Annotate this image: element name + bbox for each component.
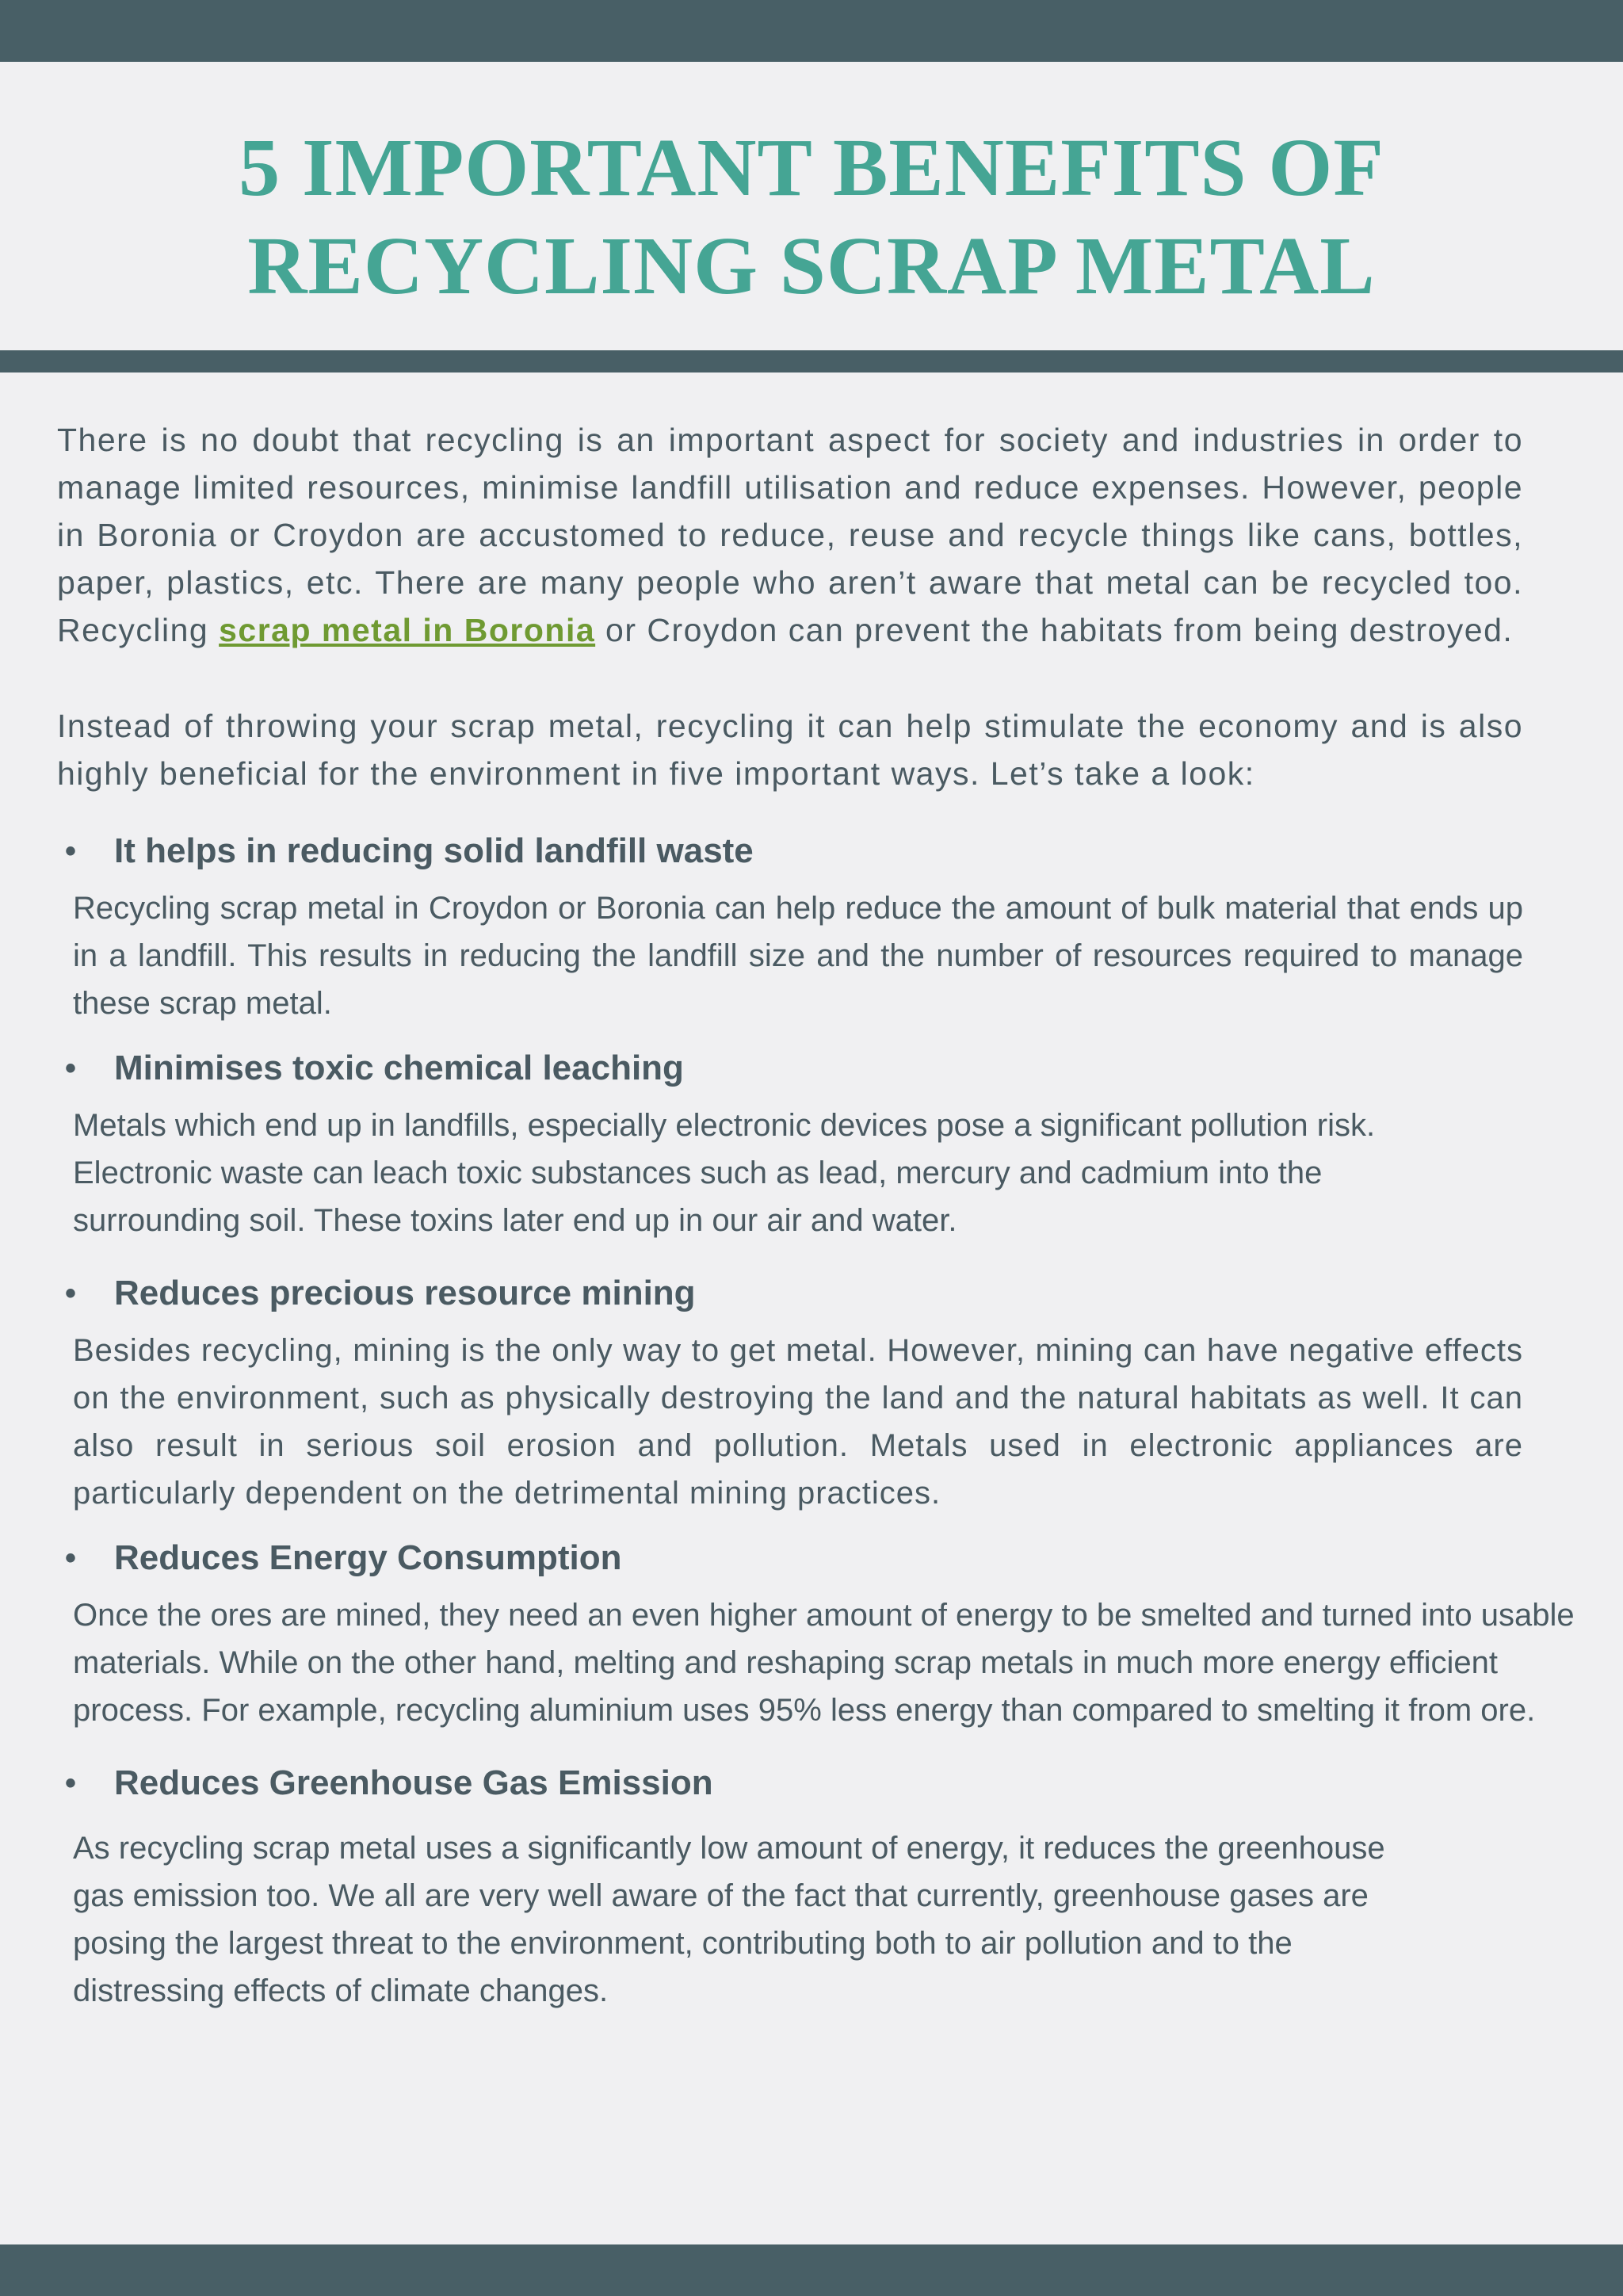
title-divider-bar (0, 350, 1623, 372)
benefit-heading-text: Reduces precious resource mining (114, 1274, 696, 1312)
page-title (0, 119, 1623, 315)
benefit-text-4: Once the ores are mined, they need an even higher amount of energy to be smelted and turned into usable materials. While on the other hand, melting and reshaping scrap metals in much more energy efficient process. For example, recycling aluminium uses 95% less energy than compared to smelting it from ore. (73, 1598, 1575, 1728)
benefit-text-2: Metals which end up in landfills, especially electronic devices pose a significant pollution risk. Electronic waste can leach toxic substances such as lead, mercury and cadmium into the surrounding soil. These toxins later end up in our air and water. (73, 1108, 1376, 1238)
intro-text-after-link: or Croydon can prevent the habitats from being destroyed. (595, 612, 1514, 648)
benefit-heading-text: Reduces Greenhouse Gas Emission (114, 1763, 713, 1802)
benefit-heading-2 (57, 1045, 1523, 1092)
benefit-heading-text: Reduces Energy Consumption (114, 1538, 622, 1577)
benefit-heading-1 (57, 827, 1523, 875)
benefit-heading-text: Minimises toxic chemical leaching (114, 1049, 684, 1087)
benefit-text-5: As recycling scrap metal uses a significantly low amount of energy, it reduces the greenhouse gas emission too. We all are very well aware of the fact that currently, greenhouse gases are posing the largest threat to the environment, contributing both to air pollution and to the distressing effects of climate changes. (73, 1831, 1385, 2008)
benefit-heading-4 (57, 1534, 1523, 1582)
article-body (57, 416, 1575, 2015)
intro-paragraph-1 (57, 416, 1523, 654)
intro-paragraph-2: Instead of throwing your scrap metal, recycling it can help stimulate the economy and is also highly beneficial for the environment in five important ways. Let’s take a look: (57, 708, 1523, 792)
bullet-icon: • (65, 1276, 77, 1311)
title-line-1: 5 IMPORTANT BENEFITS OF (239, 122, 1384, 213)
bottom-footer-bar (0, 2244, 1623, 2296)
bullet-icon: • (65, 1541, 77, 1576)
title-line-2: RECYCLING SCRAP METAL (247, 220, 1376, 311)
bullet-icon: • (65, 1051, 77, 1086)
benefit-text-1: Recycling scrap metal in Croydon or Boronia can help reduce the amount of bulk material that ends up in a landfill. This results in reducing the landfill size and the number of resources required to manage these scrap metal. (73, 891, 1523, 1021)
benefit-heading-5 (57, 1759, 1523, 1807)
scrap-metal-boronia-link[interactable]: scrap metal in Boronia (219, 612, 596, 648)
top-banner-bar (0, 0, 1623, 62)
benefit-heading-3 (57, 1270, 1523, 1317)
intro-text-before-link: There is no doubt that recycling is an important aspect for society and industries in order to manage limited resources, minimise landfill utilisation and reduce expenses. However, people in Boronia or Croydon are accustomed to reduce, reuse and recycle things like cans, bottles, paper, plastics, etc. There are many people who aren’t aware that metal can be recycled too. Recycling (57, 422, 1523, 648)
benefit-text-3: Besides recycling, mining is the only way to get metal. However, mining can have negative effects on the environment, such as physically destroying the land and the natural habitats as well. It can also result in serious soil erosion and pollution. Metals used in electronic appliances are particularly dependent on the detrimental mining practices. (73, 1333, 1523, 1511)
bullet-icon: • (65, 834, 77, 869)
benefit-heading-text: It helps in reducing solid landfill waste (114, 831, 754, 870)
bullet-icon: • (65, 1766, 77, 1801)
